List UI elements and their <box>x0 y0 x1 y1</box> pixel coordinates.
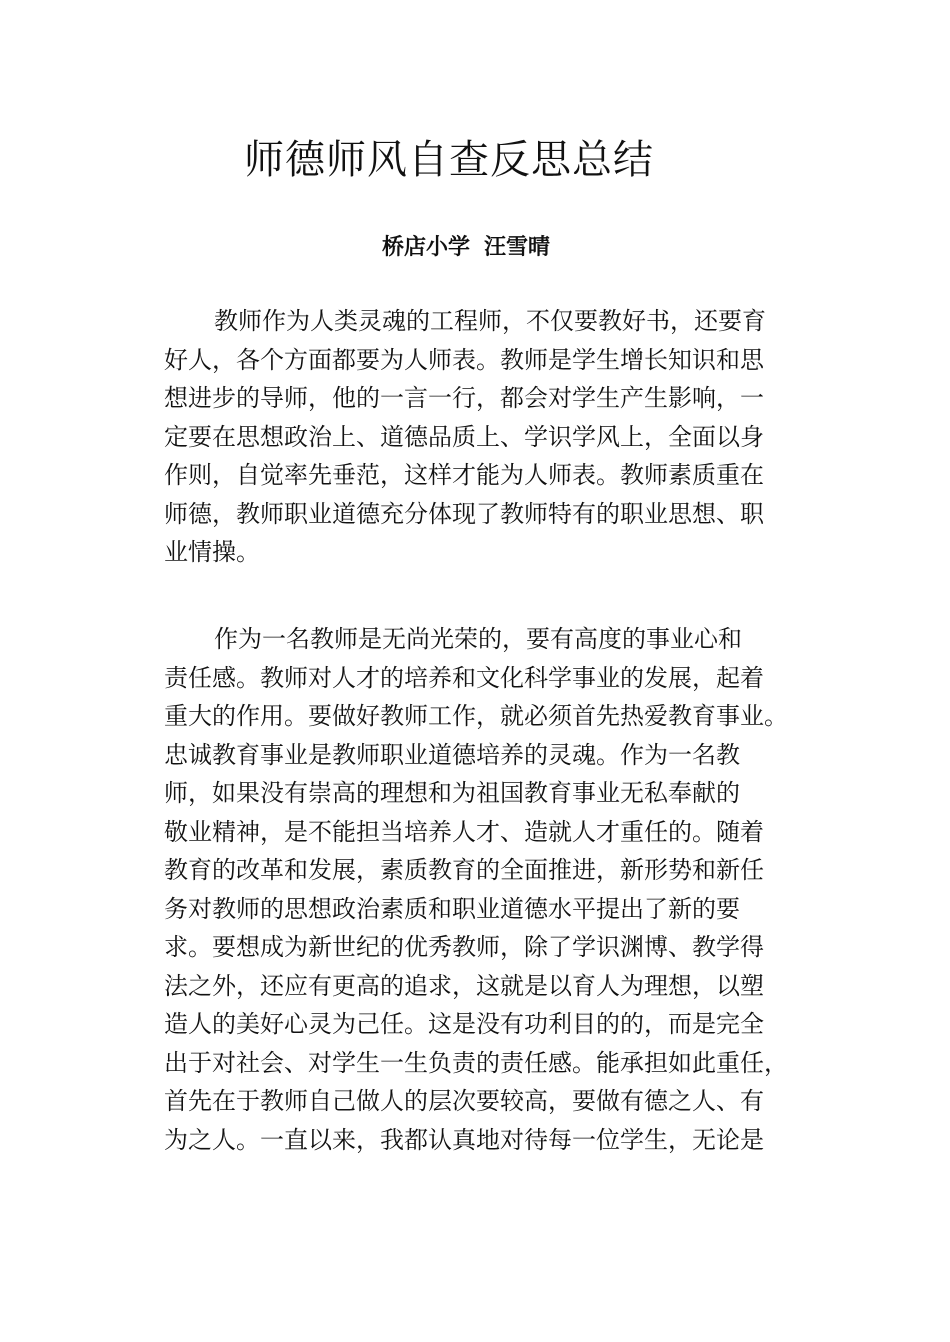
text-line: 师，如果没有崇高的理想和为祖国教育事业无私奉献的 <box>164 779 740 807</box>
text-line: 敬业精神，是不能担当培养人才、造就人才重任的。随着 <box>164 817 764 846</box>
text-line: 求。要想成为新世纪的优秀教师，除了学识渊博、教学得 <box>164 933 764 961</box>
text-line: 为之人。一直以来，我都认真地对待每一位学生，无论是 <box>164 1125 764 1154</box>
text-line: 定要在思想政治上、道德品质上、学识学风上，全面以身 <box>164 422 764 451</box>
text-line: 首先在于教师自己做人的层次要较高，要做有德之人、有 <box>164 1087 764 1115</box>
author-school: 桥店小学 <box>382 235 471 260</box>
text-line: 出于对社会、对学生一生负责的责任感。能承担如此重任， <box>164 1048 788 1077</box>
text-line: 忠诚教育事业是教师职业道德培养的灵魂。作为一名教 <box>164 740 740 769</box>
text-line: 师德，教师职业道德充分体现了教师特有的职业思想、职 <box>164 499 764 528</box>
paragraph-1 <box>164 302 794 572</box>
text-line: 想进步的导师，他的一言一行，都会对学生产生影响，一 <box>164 384 764 412</box>
text-line: 重大的作用。要做好教师工作，就必须首先热爱教育事业。 <box>164 702 788 730</box>
author-name: 汪雪晴 <box>484 235 551 260</box>
text-line: 教师作为人类灵魂的工程师，不仅要教好书，还要育 <box>214 307 766 335</box>
text-line: 责任感。教师对人才的培养和文化科学事业的发展，起着 <box>164 663 764 692</box>
paragraph-2 <box>164 620 794 1159</box>
text-line: 教育的改革和发展，素质教育的全面推进，新形势和新任 <box>164 856 764 884</box>
text-line: 好人，各个方面都要为人师表。教师是学生增长知识和思 <box>164 345 764 374</box>
text-line: 法之外，还应有更高的追求，这就是以育人为理想，以塑 <box>164 971 764 1000</box>
text-line: 作则，自觉率先垂范，这样才能为人师表。教师素质重在 <box>164 461 764 489</box>
text-line: 作为一名教师是无尚光荣的，要有高度的事业心和 <box>214 625 742 653</box>
text-line: 务对教师的思想政治素质和职业道德水平提出了新的要 <box>164 894 740 923</box>
document-title: 师德师风自查反思总结 <box>244 137 654 183</box>
author-byline <box>382 232 550 264</box>
text-line: 业情操。 <box>164 538 260 566</box>
text-line: 造人的美好心灵为己任。这是没有功利目的的，而是完全 <box>164 1010 764 1038</box>
